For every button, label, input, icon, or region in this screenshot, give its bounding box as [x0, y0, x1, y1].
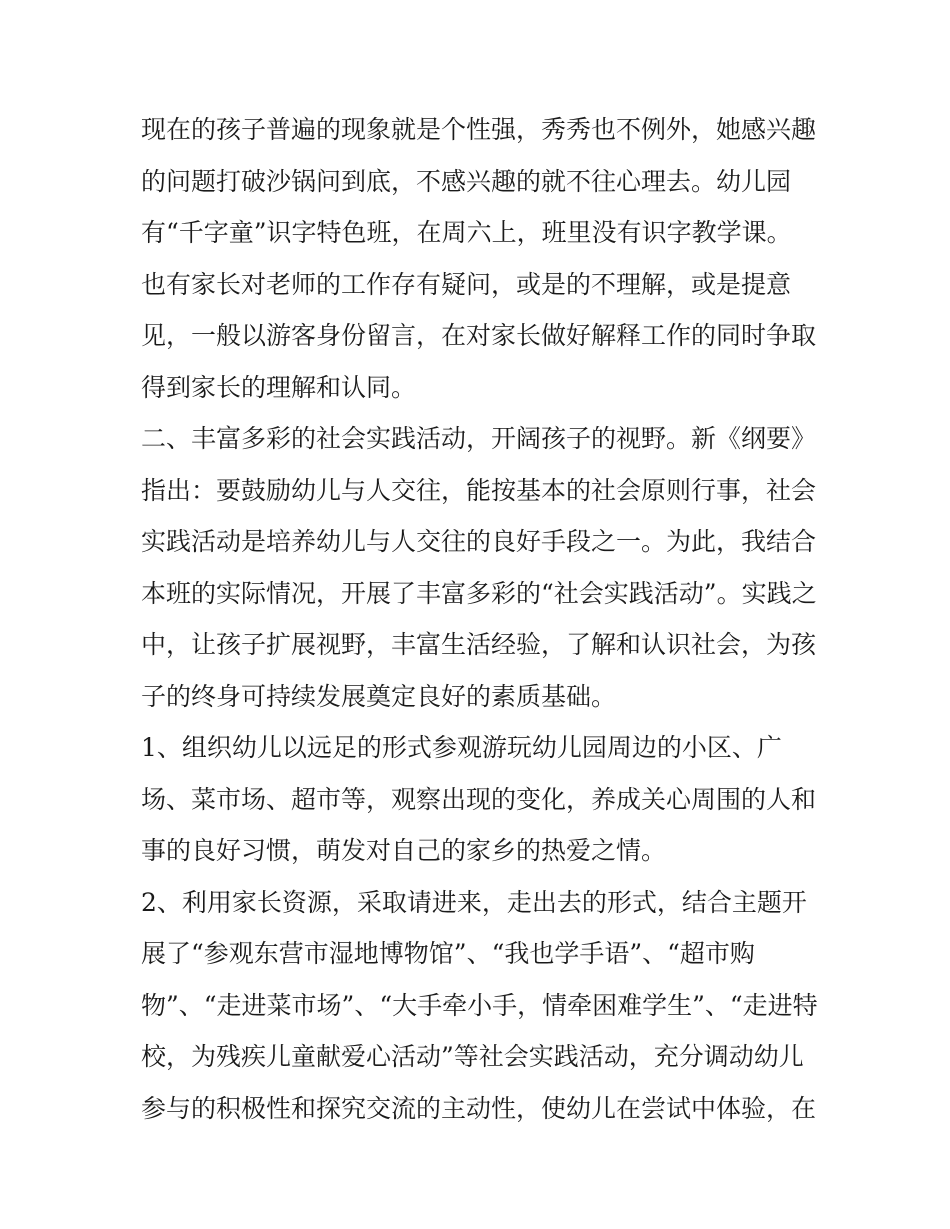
text-line: 事的良好习惯，萌发对自己的家乡的热爱之情。: [141, 836, 667, 865]
list-item-2-line: 2、利用家长资源，采取请进来，走出去的形式，结合主题开: [141, 887, 807, 917]
text-line: 实践活动是培养幼儿与人交往的良好手段之一。为此，我结合: [141, 527, 817, 556]
text-line: 本班的实际情况，开展了丰富多彩的“社会实践活动”。实践之: [141, 578, 817, 608]
text-line: 也有家长对老师的工作存有疑问，或是的不理解，或是提意: [141, 269, 792, 299]
text-line: 的问题打破沙锅问到底，不感兴趣的就不往心理去。幼儿园: [141, 166, 792, 196]
text-line: 中，让孩子扩展视野，丰富生活经验，了解和认识社会，为孩: [141, 630, 817, 659]
text-line: 参与的积极性和探究交流的主动性，使幼儿在尝试中体验，在: [141, 1093, 817, 1123]
text-line: 有“千字童”识字特色班，在周六上，班里没有识字教学课。: [141, 218, 792, 247]
text-line: 物”、“走进菜市场”、“大手牵小手，情牵困难学生”、“走进特: [141, 990, 818, 1020]
text-line: 子的终身可持续发展奠定良好的素质基础。: [141, 681, 617, 711]
section-heading-line: 二、丰富多彩的社会实践活动，开阔孩子的视野。新《纲要》: [141, 424, 817, 453]
text-line: 指出：要鼓励幼儿与人交往，能按基本的社会原则行事，社会: [141, 475, 817, 505]
text-line: 现在的孩子普遍的现象就是个性强，秀秀也不例外，她感兴趣: [141, 115, 817, 144]
list-item-1-line: 1、组织幼儿以远足的形式参观游玩幼儿园周边的小区、广: [141, 733, 782, 762]
body-text: [141, 104, 821, 1134]
text-line: 见，一般以游客身份留言，在对家长做好解释工作的同时争取: [141, 321, 817, 350]
text-line: 展了“参观东营市湿地博物馆”、“我也学手语”、“超市购: [141, 939, 755, 968]
text-line: 场、菜市场、超市等，观察出现的变化，养成关心周围的人和: [141, 784, 817, 814]
text-line: 校，为残疾儿童献爱心活动”等社会实践活动，充分调动幼儿: [141, 1042, 804, 1071]
text-line: 得到家长的理解和认同。: [141, 372, 417, 402]
